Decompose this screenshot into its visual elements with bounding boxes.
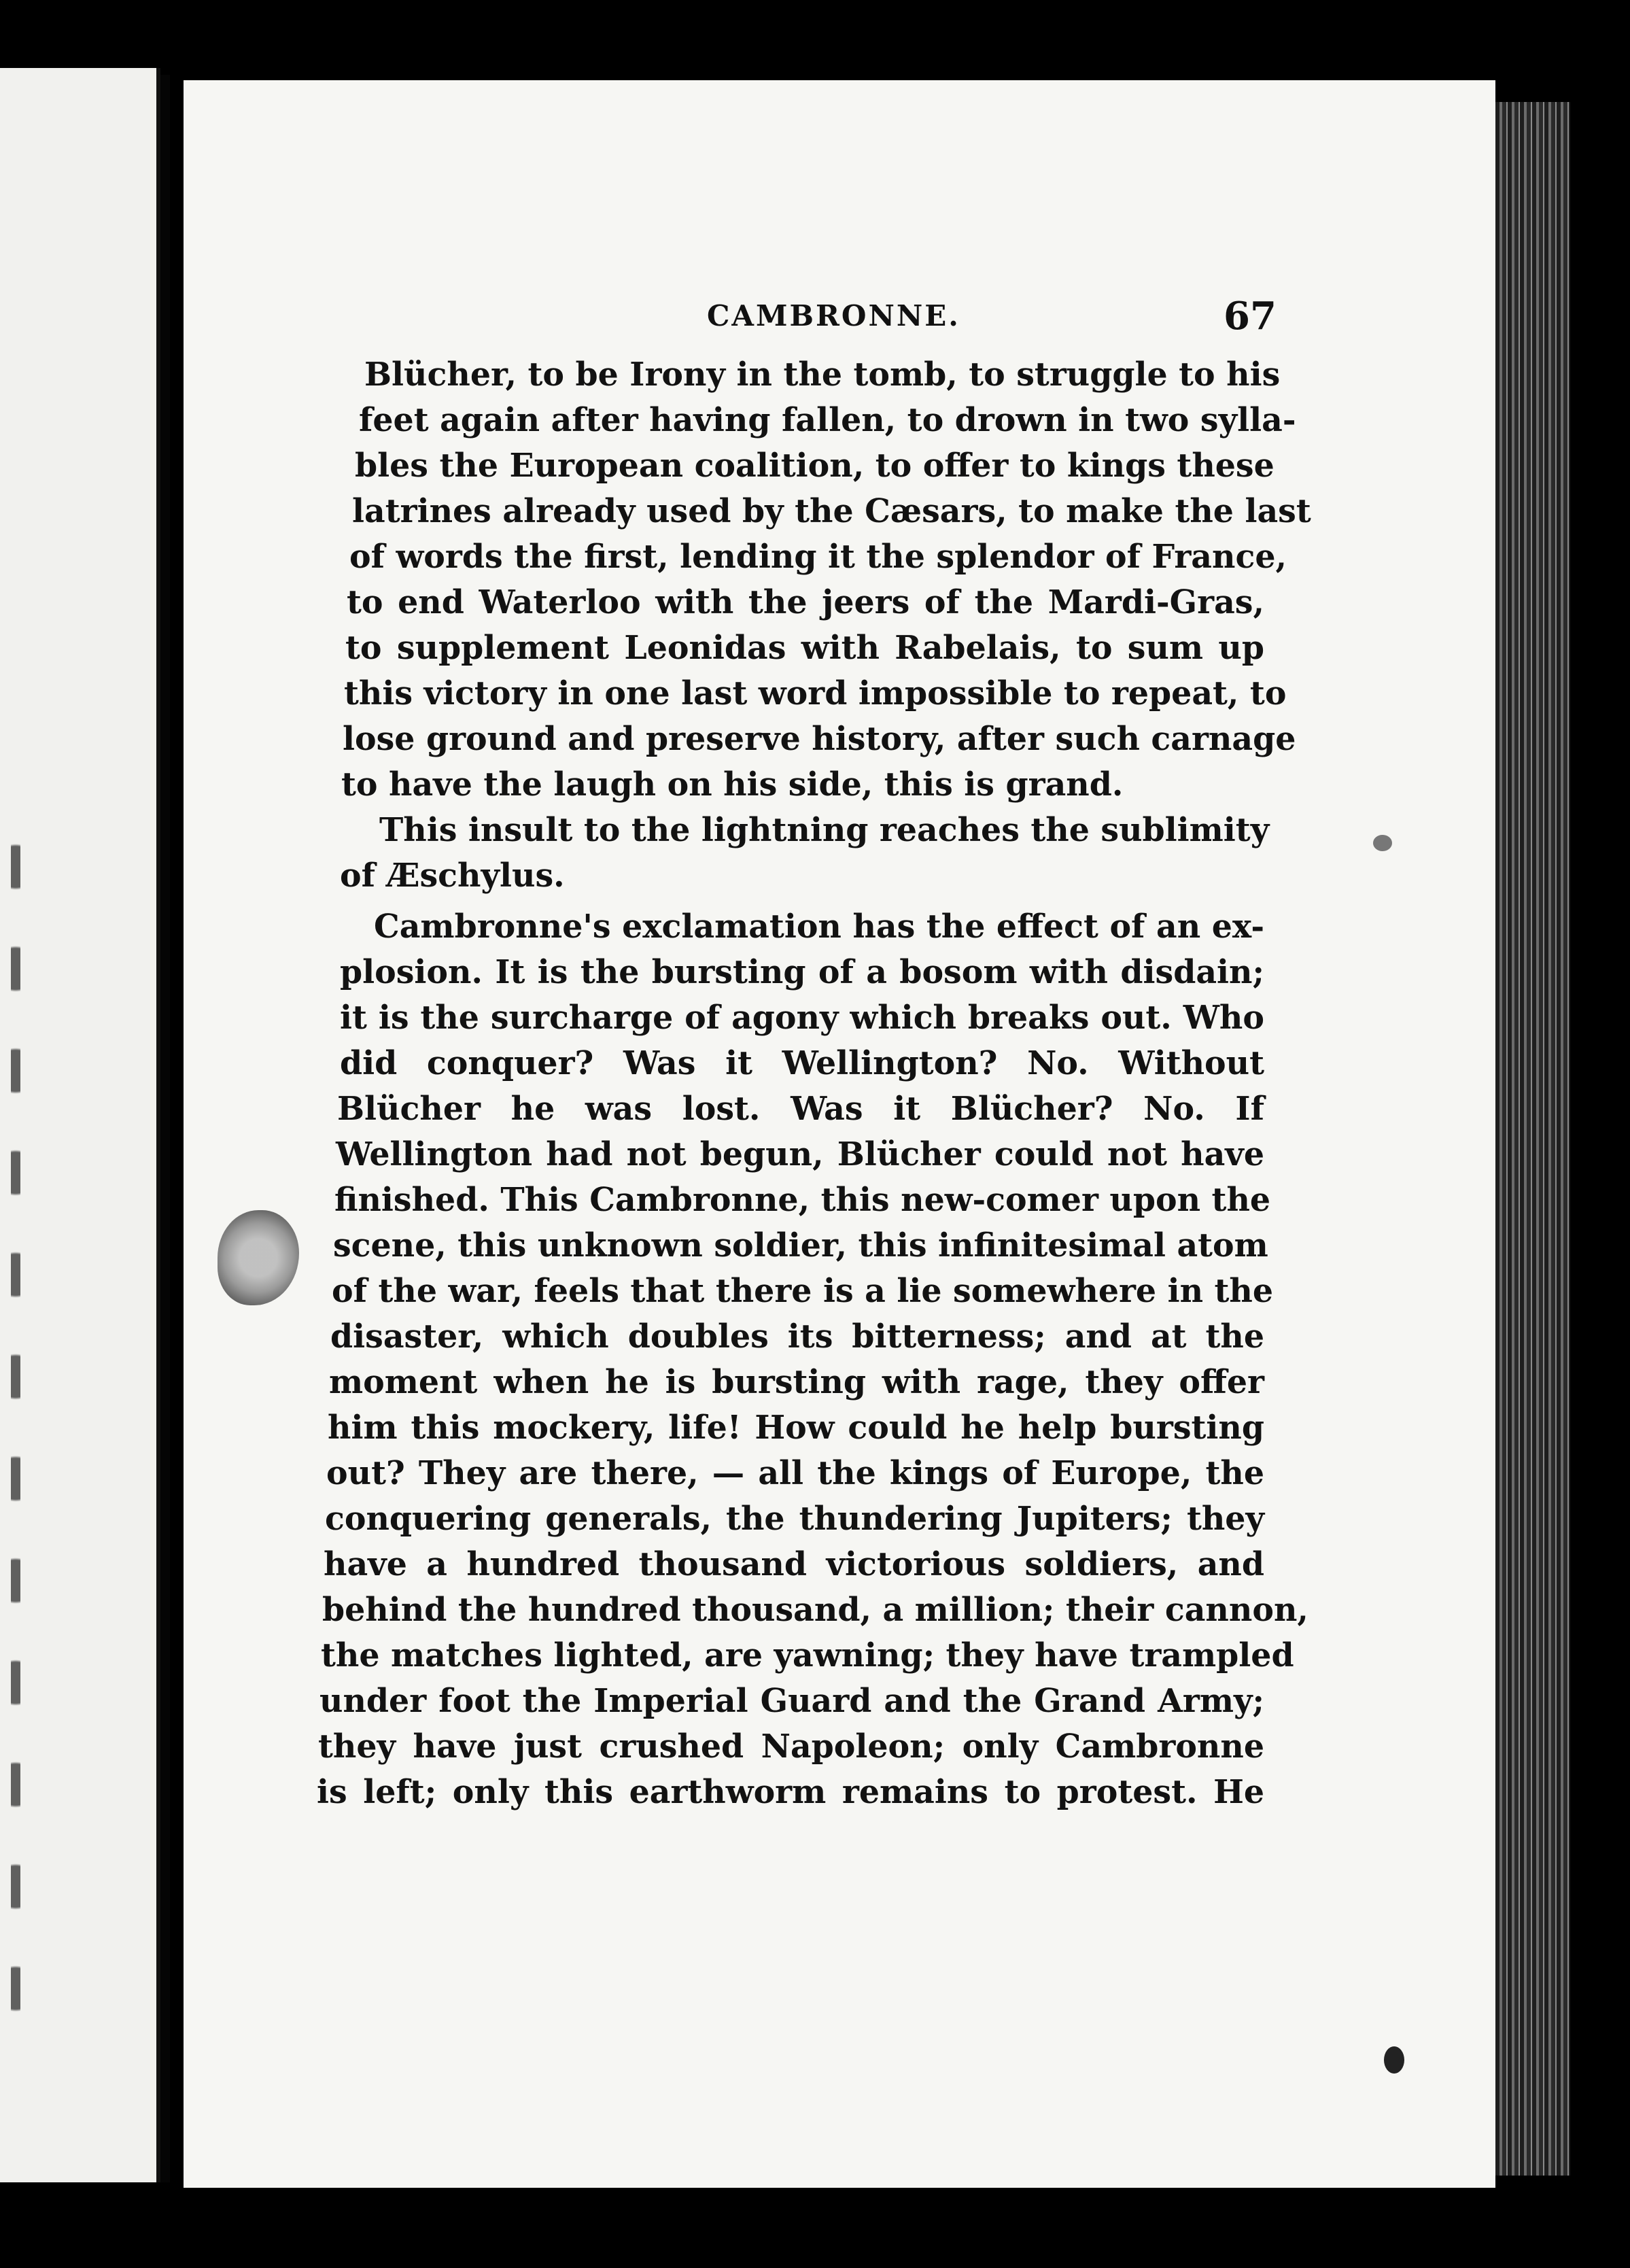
text-line: they have just crushed Napoleon; only Cambronne bbox=[318, 1728, 1264, 1766]
text-line: Blücher, to be Irony in the tomb, to struggle to his bbox=[364, 356, 1281, 394]
text-line: Wellington had not begun, Blücher could not have bbox=[336, 1135, 1264, 1173]
text-line: of words the first, lending it the splendor of France, bbox=[349, 538, 1287, 576]
text-line: is left; only this earthworm remains to protest. He bbox=[317, 1773, 1264, 1811]
text-line: conquering generals, the thundering Jupiters; they bbox=[325, 1500, 1264, 1538]
paper-speck bbox=[1384, 2046, 1404, 2074]
text-line: plosion. It is the bursting of a bosom with disdain; bbox=[340, 953, 1264, 991]
text-line: it is the surcharge of agony which breaks out. Who bbox=[340, 999, 1264, 1037]
text-line: of Æschylus. bbox=[340, 857, 565, 895]
paper-speck bbox=[1373, 835, 1392, 851]
page-number: 67 bbox=[1224, 294, 1277, 339]
text-line: him this mockery, life! How could he help bursting bbox=[328, 1409, 1264, 1447]
text-line: to supplement Leonidas with Rabelais, to sum up bbox=[345, 629, 1264, 667]
text-line: moment when he is bursting with rage, they offer bbox=[329, 1363, 1264, 1401]
running-head: CAMBRONNE. bbox=[707, 299, 960, 332]
text-line: scene, this unknown soldier, this infinitesimal atom bbox=[333, 1226, 1268, 1265]
text-line: behind the hundred thousand, a million; their cannon, bbox=[322, 1591, 1308, 1629]
facing-page-edge bbox=[0, 68, 160, 2182]
text-line: finished. This Cambronne, this new-comer upon the bbox=[334, 1181, 1271, 1219]
text-line: Blücher he was lost. Was it Blücher? No. If bbox=[337, 1090, 1264, 1128]
body-text bbox=[317, 352, 1311, 1815]
text-line: to end Waterloo with the jeers of the Mardi-Gras, bbox=[347, 583, 1264, 621]
page-stack-edge bbox=[1495, 102, 1570, 2176]
book-gutter bbox=[160, 75, 170, 2182]
text-line: of the war, feels that there is a lie somewhere in the bbox=[332, 1272, 1274, 1310]
text-line: Cambronne's exclamation has the effect of an ex- bbox=[374, 908, 1264, 946]
text-line: latrines already used by the Cæsars, to make the last bbox=[352, 492, 1311, 530]
text-line: This insult to the lightning reaches the sublimity bbox=[379, 811, 1270, 849]
text-line: have a hundred thousand victorious soldiers, and bbox=[324, 1545, 1264, 1583]
text-line: to have the laugh on his side, this is grand. bbox=[341, 766, 1124, 804]
text-line: out? They are there, — all the kings of Europe, the bbox=[326, 1454, 1264, 1492]
text-line: did conquer? Was it Wellington? No. Without bbox=[340, 1044, 1264, 1082]
text-line: disaster, which doubles its bitterness; and at the bbox=[330, 1318, 1264, 1356]
text-line: bles the European coalition, to offer to kings these bbox=[355, 447, 1274, 485]
text-line: lose ground and preserve history, after such carnage bbox=[343, 720, 1296, 758]
text-line: under foot the Imperial Guard and the Grand Army; bbox=[319, 1682, 1264, 1720]
text-line: this victory in one last word impossible to repeat, to bbox=[344, 674, 1287, 712]
facing-page-text-fragments bbox=[11, 816, 24, 2040]
text-line: feet again after having fallen, to drown in two sylla- bbox=[359, 401, 1296, 439]
text-line: the matches lighted, are yawning; they have trampled bbox=[321, 1636, 1294, 1674]
